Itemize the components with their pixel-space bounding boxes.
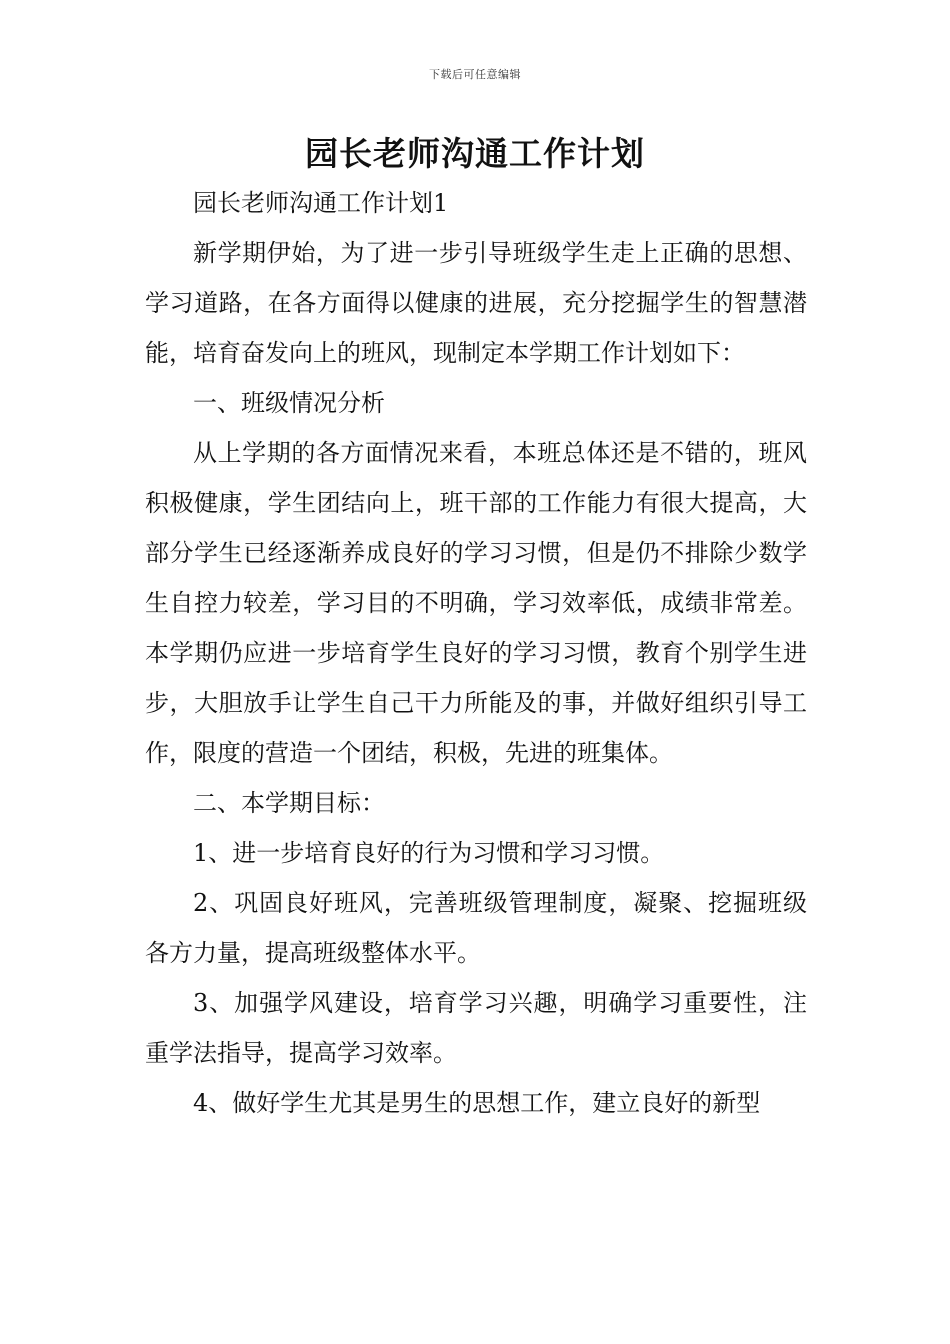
- goal-item-3: 3、加强学风建设，培育学习兴趣，明确学习重要性，注重学法指导，提高学习效率。: [145, 989, 807, 1067]
- document-body: [145, 178, 807, 1128]
- section-heading-2: 二、本学期目标：: [193, 789, 385, 817]
- subtitle-paragraph: 园长老师沟通工作计划1: [193, 189, 449, 217]
- goal-item-4: 4、做好学生尤其是男生的思想工作，建立良好的新型: [193, 1089, 761, 1117]
- document-title: 园长老师沟通工作计划: [305, 134, 645, 173]
- goal-item-1: 1、进一步培育良好的行为习惯和学习习惯。: [193, 839, 665, 867]
- analysis-paragraph: 从上学期的各方面情况来看，本班总体还是不错的，班风积极健康，学生团结向上，班干部的工作能力有很大提高，大部分学生已经逐渐养成良好的学习习惯，但是仍不排除少数学生自控力较差，学习目的不明确，学习效率低，成绩非常差。本学期仍应进一步培育学生良好的学习习惯，教育个别学生进步，大胆放手让学生自己干力所能及的事，并做好组织引导工作，限度的营造一个团结，积极，先进的班集体。: [145, 439, 807, 767]
- goal-item-2: 2、巩固良好班风，完善班级管理制度，凝聚、挖掘班级各方力量，提高班级整体水平。: [145, 889, 807, 967]
- intro-paragraph: 新学期伊始，为了进一步引导班级学生走上正确的思想、学习道路，在各方面得以健康的进展，充分挖掘学生的智慧潜能，培育奋发向上的班风，现制定本学期工作计划如下：: [145, 239, 807, 367]
- header-note: 下载后可任意编辑: [429, 68, 521, 81]
- section-heading-1: 一、班级情况分析: [193, 389, 385, 417]
